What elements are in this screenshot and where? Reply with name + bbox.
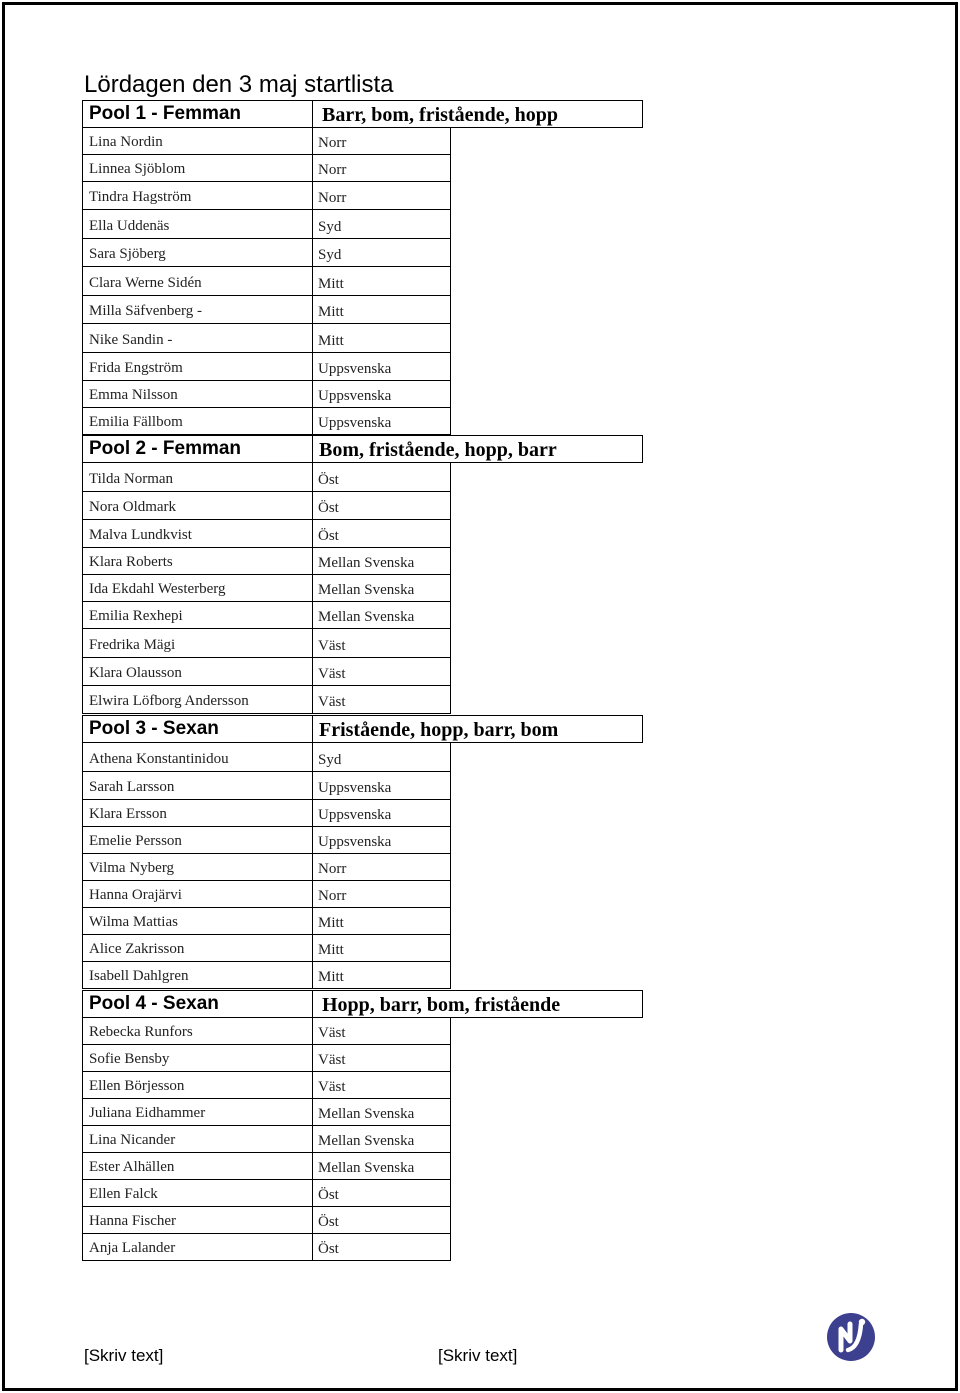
gymnast-name: Klara Ersson	[89, 806, 167, 822]
gymnast-region: Väst	[318, 666, 346, 682]
gymnast-region: Väst	[318, 694, 346, 710]
gymnast-name: Hanna Fischer	[89, 1213, 177, 1229]
pool-name: Pool 4 - Sexan	[89, 993, 219, 1014]
gymnast-region: Väst	[318, 1079, 346, 1095]
pool-name: Pool 1 - Femman	[89, 103, 242, 124]
gymnast-name: Emilia Fällbom	[89, 414, 183, 430]
gymnast-region: Mitt	[318, 915, 344, 931]
gymnast-region: Väst	[318, 1025, 346, 1041]
gymnast-region: Uppsvenska	[318, 361, 392, 377]
pool-name: Pool 2 - Femman	[89, 438, 242, 459]
gymnast-name: Ida Ekdahl Westerberg	[89, 581, 226, 597]
gymnast-name: Frida Engström	[89, 360, 183, 376]
gymnast-name: Sarah Larsson	[89, 779, 175, 795]
gymnast-name: Tindra Hagström	[89, 189, 192, 205]
gymnast-region: Öst	[318, 1241, 339, 1257]
gymnast-name: Lina Nicander	[89, 1132, 176, 1148]
document-title: Lördagen den 3 maj startlista	[84, 71, 394, 98]
gymnast-region: Mitt	[318, 304, 344, 320]
gymnast-region: Uppsvenska	[318, 834, 392, 850]
gymnast-name: Anja Lalander	[89, 1240, 176, 1256]
gymnast-name: Sara Sjöberg	[89, 246, 166, 262]
gymnast-name: Sofie Bensby	[89, 1051, 170, 1067]
gymnast-region: Mitt	[318, 942, 344, 958]
gymnast-name: Ella Uddenäs	[89, 218, 170, 234]
gymnast-region: Uppsvenska	[318, 388, 392, 404]
logo-dot	[859, 1319, 865, 1325]
pool-apparatus: Bom, fristående, hopp, barr	[319, 439, 557, 461]
gymnast-region: Mellan Svenska	[318, 582, 415, 598]
gymnast-region: Mitt	[318, 276, 344, 292]
gymnast-region: Öst	[318, 1214, 339, 1230]
gymnast-region: Norr	[318, 190, 347, 206]
gymnast-name: Alice Zakrisson	[89, 941, 185, 957]
gymnast-region: Syd	[318, 752, 342, 768]
gymnast-name: Klara Olausson	[89, 665, 182, 681]
gymnast-name: Fredrika Mägi	[89, 637, 176, 653]
gymnast-name: Emelie Persson	[89, 833, 182, 849]
gymnast-region: Mellan Svenska	[318, 1106, 415, 1122]
gymnast-name: Linnea Sjöblom	[89, 161, 186, 177]
gymnast-region: Norr	[318, 135, 347, 151]
pool-apparatus: Fristående, hopp, barr, bom	[319, 719, 559, 741]
gymnast-name: Ellen Börjesson	[89, 1078, 185, 1094]
gymnast-region: Väst	[318, 1052, 346, 1068]
gymnast-region: Uppsvenska	[318, 780, 392, 796]
gymnast-region: Syd	[318, 247, 342, 263]
gymnast-name: Vilma Nyberg	[89, 860, 175, 876]
gymnast-name: Hanna Orajärvi	[89, 887, 182, 903]
gymnast-name: Milla Säfvenberg -	[89, 303, 203, 319]
gymnast-name: Ellen Falck	[89, 1186, 158, 1202]
gymnast-region: Mellan Svenska	[318, 1133, 415, 1149]
gymnast-name: Emilia Rexhepi	[89, 608, 183, 624]
gymnast-name: Nike Sandin -	[89, 332, 173, 348]
federation-logo-icon	[826, 1312, 876, 1362]
gymnast-region: Öst	[318, 472, 339, 488]
gymnast-region: Norr	[318, 162, 347, 178]
gymnast-region: Syd	[318, 219, 342, 235]
pool-apparatus: Hopp, barr, bom, fristående	[322, 994, 561, 1016]
gymnast-region: Uppsvenska	[318, 807, 392, 823]
gymnast-region: Norr	[318, 888, 347, 904]
gymnast-name: Clara Werne Sidén	[89, 275, 202, 291]
gymnast-name: Klara Roberts	[89, 554, 173, 570]
pool-name: Pool 3 - Sexan	[89, 718, 219, 739]
gymnast-region: Öst	[318, 500, 339, 516]
gymnast-name: Emma Nilsson	[89, 387, 178, 403]
gymnast-name: Isabell Dahlgren	[89, 968, 189, 984]
gymnast-name: Elwira Löfborg Andersson	[89, 693, 249, 709]
pool-apparatus: Barr, bom, fristående, hopp	[322, 104, 558, 126]
gymnast-region: Mellan Svenska	[318, 555, 415, 571]
gymnast-region: Uppsvenska	[318, 415, 392, 431]
gymnast-name: Nora Oldmark	[89, 499, 177, 515]
gymnast-name: Malva Lundkvist	[89, 527, 192, 543]
gymnast-region: Väst	[318, 638, 346, 654]
gymnast-name: Juliana Eidhammer	[89, 1105, 206, 1121]
gymnast-region: Mitt	[318, 333, 344, 349]
gymnast-name: Athena Konstantinidou	[89, 751, 229, 767]
gymnast-region: Norr	[318, 861, 347, 877]
gymnast-name: Lina Nordin	[89, 134, 163, 150]
gymnast-region: Öst	[318, 528, 339, 544]
footer-center-text[interactable]: [Skriv text]	[438, 1346, 518, 1365]
gymnast-region: Mellan Svenska	[318, 609, 415, 625]
gymnast-region: Mellan Svenska	[318, 1160, 415, 1176]
footer-left-text[interactable]: [Skriv text]	[84, 1346, 164, 1365]
gymnast-name: Rebecka Runfors	[89, 1024, 193, 1040]
gymnast-name: Tilda Norman	[89, 471, 174, 487]
gymnast-name: Wilma Mattias	[89, 914, 178, 930]
gymnast-name: Ester Alhällen	[89, 1159, 175, 1175]
gymnast-region: Mitt	[318, 969, 344, 985]
gymnast-region: Öst	[318, 1187, 339, 1203]
